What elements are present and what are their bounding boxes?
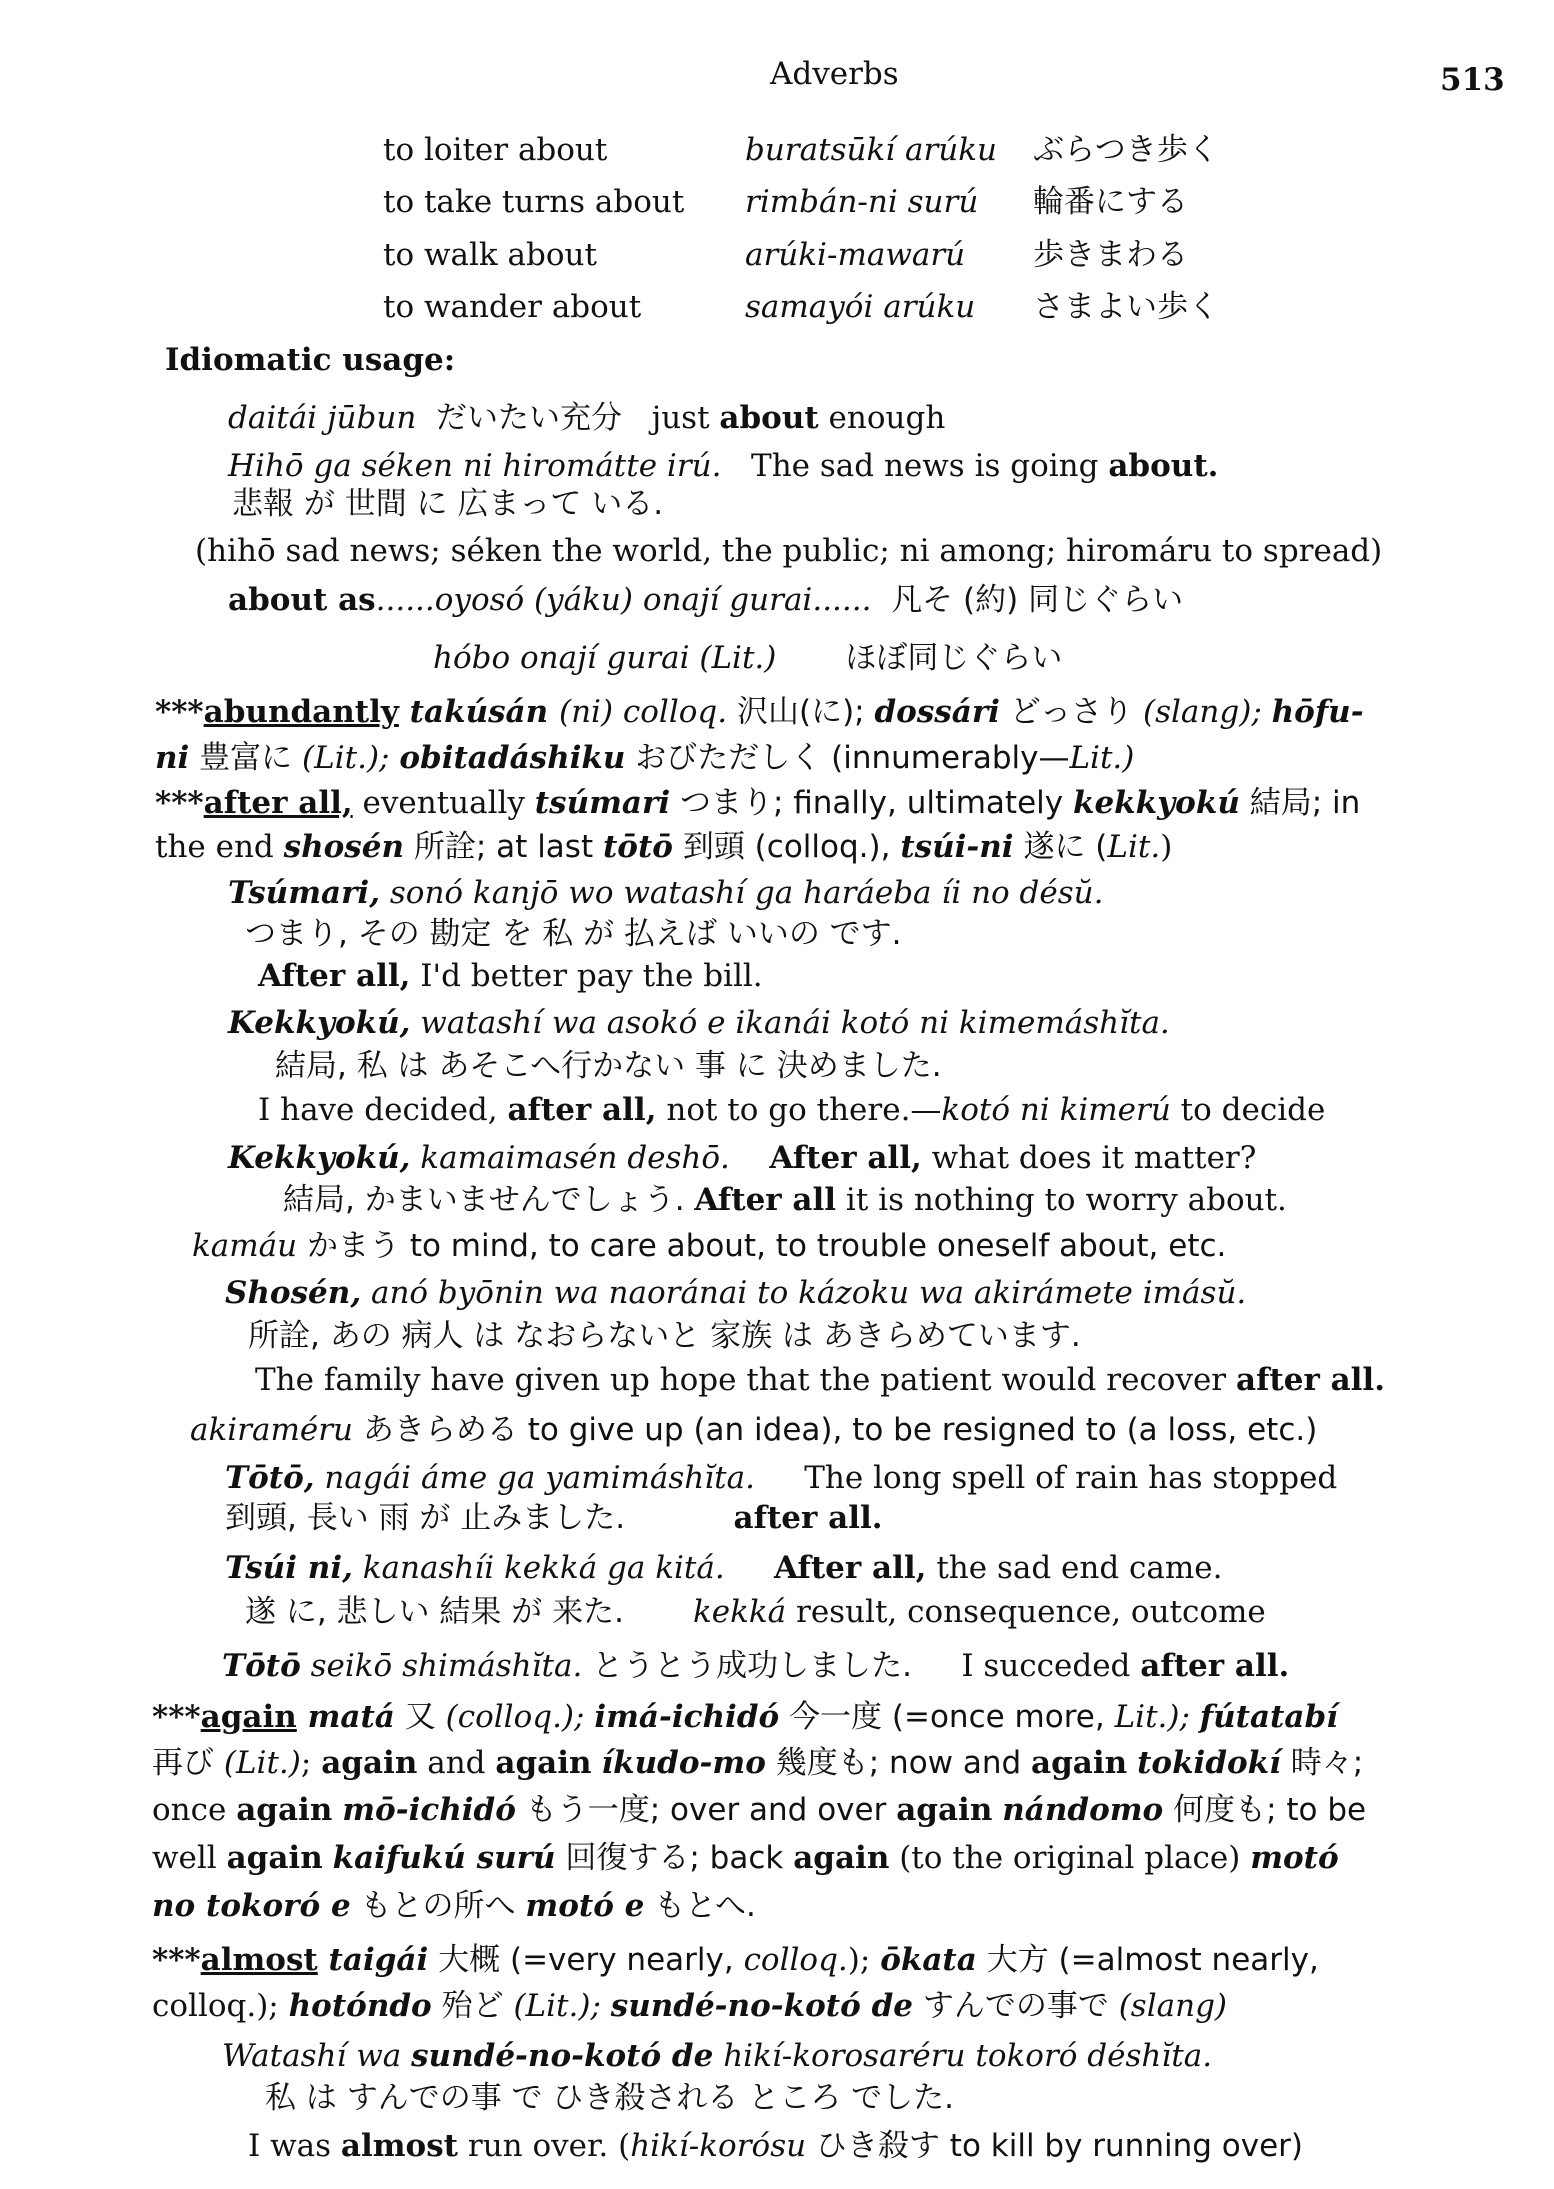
example-translation: The family have given up hope that the patient would recover after all.: [255, 1362, 1386, 1398]
example-line: about as......oyosó (yáku) onají gurai...... 凡そ (約) 同じぐらい: [228, 582, 1184, 618]
example-line: Tōtō seikō shimáshĭta. とうとう成功しました. I succeded after all.: [222, 1648, 1290, 1684]
phrase-romaji: arúki-mawarú: [745, 237, 966, 273]
gloss-line: (hihō sad news; séken the world, the public; ni among; hiromáru to spread): [195, 533, 1383, 569]
phrase-en: to loiter about: [383, 132, 608, 168]
phrase-jp: 歩きまわる: [1033, 237, 1188, 273]
example-line: Tōtō, nagái áme ga yamimáshĭta. The long spell of rain has stopped: [225, 1460, 1338, 1496]
entry-line: well again kaifukú surú 回復する; back again (to the original place) motó: [152, 1840, 1339, 1876]
gloss-line: kamáu かまう to mind, to care about, to trouble oneself about, etc.: [192, 1228, 1227, 1264]
phrase-en: to wander about: [383, 289, 642, 325]
example-line: Shosén, anó byōnin wa naoránai to kázoku wa akirámete imásŭ.: [225, 1275, 1247, 1311]
example-japanese: 私 は すんでの事 で ひき殺される ところ でした.: [265, 2080, 954, 2116]
entry-again: ***again matá 又 (colloq.); imá-ichidó 今一度 (=once more, Lit.); fútatabí: [152, 1699, 1338, 1735]
running-header: Adverbs: [770, 56, 899, 92]
entry-almost: ***almost taigái 大概 (=very nearly, colloq.); ōkata 大方 (=almost nearly,: [152, 1942, 1319, 1978]
phrase-jp: さまよい歩く: [1033, 289, 1219, 325]
example-line: daitái jūbun だいたい充分 just about enough: [228, 400, 946, 436]
phrase-romaji: rimbán-ni surú: [745, 184, 979, 220]
example-line: Tsúmari, sonó kanjō wo watashí ga haráeba íi no désŭ.: [228, 875, 1104, 911]
gloss-line: akiraméru あきらめる to give up (an idea), to be resigned to (a loss, etc.): [190, 1412, 1318, 1448]
phrase-jp: ぶらつき歩く: [1033, 132, 1219, 168]
example-line: Kekkyokú, watashí wa asokó e ikanái kotó ni kimemáshĭta.: [228, 1005, 1170, 1041]
example-japanese: つまり, その 勘定 を 私 が 払えば いいの です.: [245, 916, 902, 952]
entry-line: the end shosén 所詮; at last tōtō 到頭 (colloq.), tsúi-ni 遂に (Lit.): [155, 829, 1173, 865]
phrase-jp: 輪番にする: [1033, 184, 1188, 220]
section-heading: Idiomatic usage:: [165, 342, 456, 378]
example-translation: I was almost run over. (hikí-korósu ひき殺す to kill by running over): [248, 2128, 1303, 2164]
example-translation: 到頭, 長い 雨 が 止みました. after all.: [225, 1500, 883, 1536]
page-number: 513: [1440, 62, 1505, 98]
example-japanese: 悲報 が 世間 に 広まって いる.: [232, 486, 664, 522]
phrase-en: to walk about: [383, 237, 597, 273]
example-line: Hihō ga séken ni hiromátte irú. The sad news is going about.: [228, 448, 1219, 484]
example-japanese: 所詮, あの 病人 は なおらないと 家族 は あきらめています.: [248, 1318, 1081, 1354]
entry-line: no tokoró e もとの所へ motó e もとへ.: [152, 1888, 756, 1924]
entry-after-all: ***after all, eventually tsúmari つまり; finally, ultimately kekkyokú 結局; in: [155, 785, 1361, 821]
entry-line: colloq.); hotóndo 殆ど (Lit.); sundé-no-kotó de すんでの事で (slang): [152, 1988, 1228, 2024]
example-translation: I have decided, after all, not to go there.—kotó ni kimerú to decide: [258, 1092, 1326, 1128]
example-translation: After all, I'd better pay the bill.: [258, 958, 763, 994]
example-line: Kekkyokú, kamaimasén deshō. After all, what does it matter?: [228, 1140, 1257, 1176]
example-japanese: 結局, 私 は あそこへ行かない 事 に 決めました.: [275, 1048, 942, 1084]
entry-abundantly: ***abundantly takúsán (ni) colloq. 沢山(に); dossári どっさり (slang); hōfu-: [155, 694, 1364, 730]
phrase-en: to take turns about: [383, 184, 685, 220]
entry-line: 再び (Lit.); again and again íkudo-mo 幾度も; now and again tokidokí 時々;: [152, 1745, 1364, 1781]
phrase-romaji: buratsūkí arúku: [745, 132, 998, 168]
example-translation: 結局, かまいませんでしょう. After all it is nothing to worry about.: [283, 1182, 1287, 1218]
entry-line: ni 豊富に (Lit.); obitadáshiku おびただしく (innumerably—Lit.): [155, 740, 1135, 776]
example-line: hóbo onají gurai (Lit.) ほぼ同じぐらい: [433, 640, 1063, 676]
example-translation: 遂 に, 悲しい 結果 が 来た. kekká result, consequence, outcome: [245, 1594, 1266, 1630]
example-line: Tsúi ni, kanashíi kekká ga kitá. After all, the sad end came.: [225, 1550, 1223, 1586]
example-line: Watashí wa sundé-no-kotó de hikí-korosaréru tokoró déshĭta.: [222, 2038, 1213, 2074]
entry-line: once again mō-ichidó もう一度; over and over again nándomo 何度も; to be: [152, 1792, 1367, 1828]
phrase-romaji: samayói arúku: [745, 289, 976, 325]
